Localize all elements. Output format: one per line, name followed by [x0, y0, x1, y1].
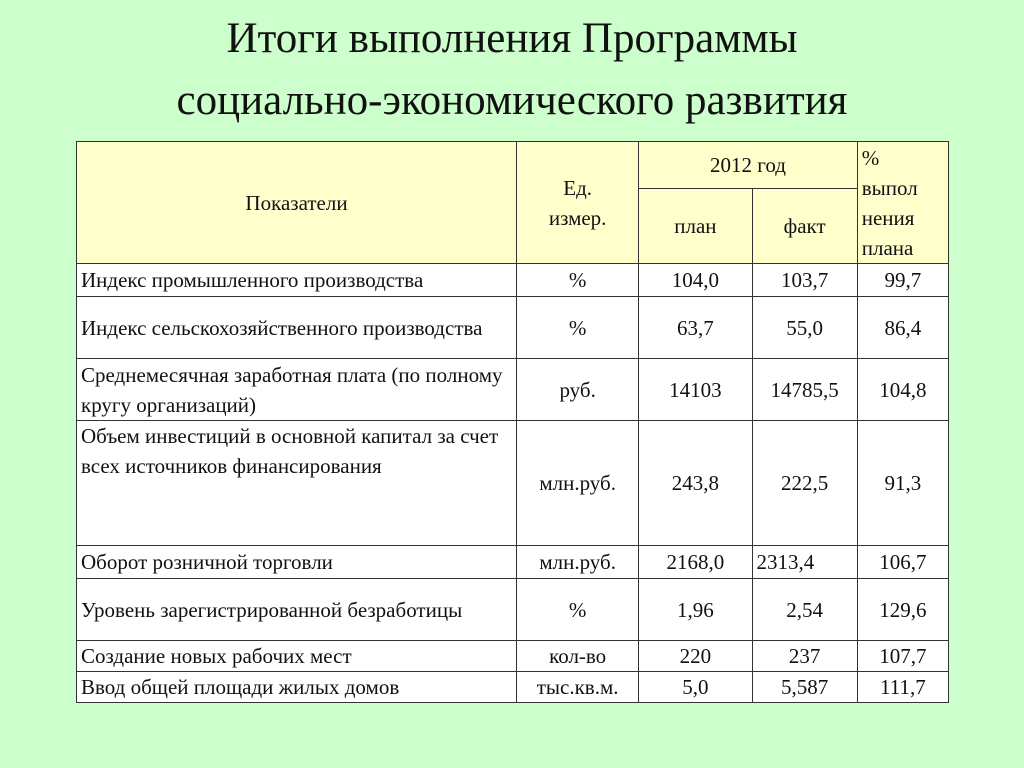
table-row [77, 297, 949, 359]
table-row [77, 546, 949, 579]
table-row [77, 641, 949, 672]
row-plan: 1,96 [639, 579, 752, 641]
row-plan: 14103 [639, 359, 752, 421]
table-row [77, 359, 949, 421]
row-name: Объем инвестиций в основной капитал за счет всех источников финансирования [77, 421, 517, 546]
row-fact: 103,7 [752, 264, 857, 297]
row-pct: 111,7 [857, 672, 948, 703]
results-table [76, 141, 949, 703]
header-unit-line-2: измер. [548, 205, 607, 230]
table-row [77, 264, 949, 297]
row-fact: 237 [752, 641, 857, 672]
table-row [77, 579, 949, 641]
header-unit-line-1: Ед. [563, 175, 593, 200]
row-plan: 243,8 [639, 421, 752, 546]
header-year: 2012 год [639, 142, 857, 189]
row-name: Ввод общей площади жилых домов [77, 672, 517, 703]
row-pct: 129,6 [857, 579, 948, 641]
header-pct [857, 142, 948, 264]
header-indicators: Показатели [77, 142, 517, 264]
row-pct: 107,7 [857, 641, 948, 672]
row-fact: 222,5 [752, 421, 857, 546]
header-plan: план [639, 189, 752, 264]
row-pct: 91,3 [857, 421, 948, 546]
row-fact: 55,0 [752, 297, 857, 359]
row-plan: 2168,0 [639, 546, 752, 579]
row-plan: 220 [639, 641, 752, 672]
table-header-row-1 [77, 142, 949, 189]
row-unit: кол-во [517, 641, 639, 672]
row-unit: % [517, 264, 639, 297]
row-fact: 2,54 [752, 579, 857, 641]
row-name: Оборот розничной торговли [77, 546, 517, 579]
row-name: Уровень зарегистрированной безработицы [77, 579, 517, 641]
row-plan: 104,0 [639, 264, 752, 297]
row-name: Индекс сельскохозяйственного производства [77, 297, 517, 359]
row-unit: % [517, 579, 639, 641]
slide-title [0, 8, 1024, 132]
row-plan: 63,7 [639, 297, 752, 359]
row-unit: млн.руб. [517, 421, 639, 546]
row-unit: млн.руб. [517, 546, 639, 579]
header-pct-line-2: выпол [861, 175, 918, 200]
row-fact: 2313,4 [752, 546, 857, 579]
row-pct: 86,4 [857, 297, 948, 359]
header-pct-line-3: нения [861, 205, 915, 230]
row-fact: 5,587 [752, 672, 857, 703]
row-pct: 106,7 [857, 546, 948, 579]
row-unit: % [517, 297, 639, 359]
header-pct-line-1: % [861, 145, 880, 170]
row-unit: руб. [517, 359, 639, 421]
header-unit [517, 142, 639, 264]
row-unit: тыс.кв.м. [517, 672, 639, 703]
row-plan: 5,0 [639, 672, 752, 703]
row-name: Среднемесячная заработная плата (по полному кругу организаций) [77, 359, 517, 421]
slide-title-line-1: Итоги выполнения Программы [226, 15, 798, 62]
row-fact: 14785,5 [752, 359, 857, 421]
header-fact: факт [752, 189, 857, 264]
row-pct: 104,8 [857, 359, 948, 421]
slide-title-line-2: социально-экономического развития [176, 77, 848, 124]
header-pct-line-4: плана [861, 235, 914, 260]
table-row [77, 421, 949, 546]
row-name: Индекс промышленного производства [77, 264, 517, 297]
table-row [77, 672, 949, 703]
row-name: Создание новых рабочих мест [77, 641, 517, 672]
row-pct: 99,7 [857, 264, 948, 297]
